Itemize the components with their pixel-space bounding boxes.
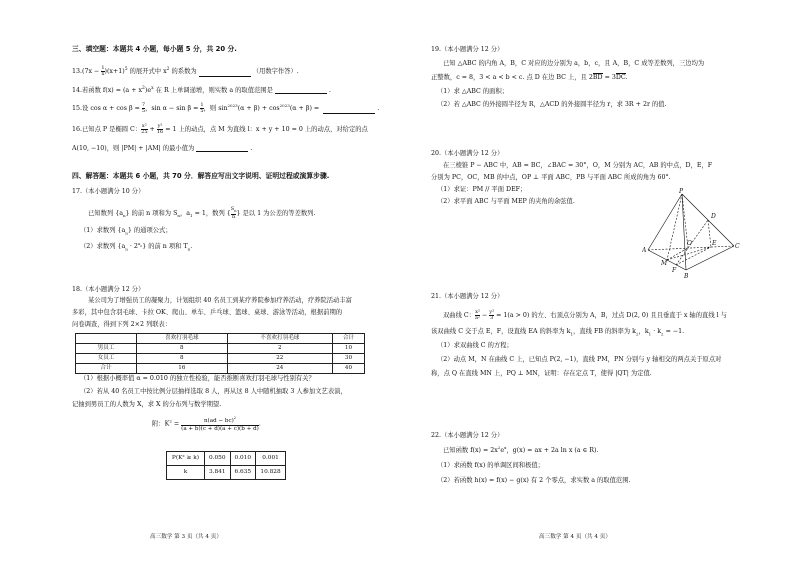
question-22-part-1: （1）求函数 f(x) 的单调区间和极值； xyxy=(437,462,544,469)
section-3-title: 三、填空题：本题共 4 小题，每小题 5 分，共 20 分. xyxy=(72,45,237,53)
question-21-para-2: 该双曲线 C 交于点 E，F，设直线 EA 的斜率为 $k_1$，直线 FB 的斜率为 $k_2$，$k_1 \cdot k_2 = -1$. xyxy=(431,328,685,337)
label-e: E xyxy=(712,240,717,247)
question-18-heading: 18.（本小题满分 12 分） xyxy=(72,286,145,293)
table-cell: 3.841 xyxy=(204,466,230,480)
answer-blank-15[interactable] xyxy=(323,107,375,114)
label-b: B xyxy=(684,273,689,280)
table-cell: 22 xyxy=(227,354,332,364)
table-cell: 0.010 xyxy=(230,452,256,466)
question-20-part-1: （1）求证：PM // 平面 DEF； xyxy=(437,186,527,193)
question-20-para-2: 分别为 PC，OC，MB 的中点，OP ⊥ 平面 ABC，PB 与平面 ABC 所成的角为 60°. xyxy=(431,174,671,181)
table-cell: 8 xyxy=(137,354,228,364)
answer-blank-13[interactable] xyxy=(199,70,251,77)
table-cell: 10 xyxy=(332,344,364,354)
label-f: F xyxy=(672,267,677,274)
critical-value-table xyxy=(166,451,286,480)
question-22-para-1: 已知函数 $f(x) = 2x^2e^x$，g(x) = ax + 2a ln x (a ∈ R). xyxy=(443,445,599,455)
table-cell: 24 xyxy=(227,364,332,374)
label-a: A xyxy=(642,247,647,254)
table-cell: 2 xyxy=(227,344,332,354)
table-cell: k xyxy=(167,466,205,480)
table-cell: P(K² ≥ k) xyxy=(167,452,205,466)
question-21-part-1: （1）求双曲线 C 的方程； xyxy=(437,342,513,349)
table-cell: 8 xyxy=(137,344,228,354)
table-cell: 合计 xyxy=(76,364,137,374)
answer-blank-16[interactable] xyxy=(196,145,248,152)
table-cell: 6.635 xyxy=(230,466,256,480)
table-header-cell: 喜欢打羽毛球 xyxy=(137,334,228,344)
table-cell: 10.828 xyxy=(256,466,286,480)
question-17-stem: 已知数列 $\{a_n\}$ 的前 n 项和为 $S_n$，$a_1 = 1$，数列 { $\frac{S_n}{n}$ } 是以 1 为公差的等差数列. xyxy=(88,206,316,220)
edge-pa xyxy=(648,194,682,250)
question-21-part-2-line-1: （2）动点 M，N 在曲线 C 上，已知点 P(2, −1)，直线 PM，PN 分别与 y 轴相交的两点关于原点对 xyxy=(437,356,722,363)
question-21-heading: 21.（本小题满分 12 分） xyxy=(431,293,504,300)
question-19-para-1: 已知 △ABC 的内角 A，B，C 对应的边分别为 a，b，c，且 A，B，C 成等差数列，三边均为 xyxy=(443,60,705,67)
question-17-part-1: （1）求数列 $\{a_n\}$ 的通项公式； xyxy=(80,227,172,236)
table-row xyxy=(76,364,365,374)
question-20-heading: 20.（本小题满分 12 分） xyxy=(431,150,504,157)
table-cell: 16 xyxy=(137,364,228,374)
label-p: P xyxy=(679,188,684,195)
segment-de xyxy=(708,220,711,247)
question-19-part-2: （2）若 △ABC 的外接圆半径为 R，△ACD 的外接圆半径为 r，求 3R + 2r 的值. xyxy=(437,101,667,108)
question-14: 14.若函数 $f(x) = (a + x^2)e^x$ 在 R 上单调递增，则实数 a 的取值范围是 . xyxy=(72,86,331,95)
question-20-para-1: 在三棱锥 P − ABC 中，AB = BC，∠BAC = 30°，O，M 分别为 AC，AB 的中点，D，E，F xyxy=(443,162,713,169)
table-header-row xyxy=(76,334,365,344)
answer-blank-14[interactable] xyxy=(275,87,327,94)
table-row xyxy=(76,344,365,354)
question-17-heading: 17.（本小题满分 10 分） xyxy=(72,188,145,195)
question-18-part-1: （1）根据小概率值 α = 0.010 的独立性检验，能否推断喜欢打羽毛球与性别有关？ xyxy=(80,375,315,382)
question-13: 13.(7x − $\frac{1}{x}$ )$(x+1)^5$ 的展开式中 $x^2$ 的系数为 （用数字作答）. xyxy=(72,65,299,77)
question-22-part-2: （2）若函数 h(x) = f(x) − g(x) 有 2 个零点，求实数 a 的取值范围. xyxy=(437,477,631,484)
table-cell: 女员工 xyxy=(76,354,137,364)
question-17-part-2: （2）求数列 $\{a_n \cdot 2^{a_n}\}$ 的前 n 项和 $T_n$. xyxy=(80,241,193,252)
table-cell: 0.050 xyxy=(204,452,230,466)
question-22-heading: 22.（本小题满分 12 分） xyxy=(431,432,504,439)
table-cell: 男员工 xyxy=(76,344,137,354)
label-c: C xyxy=(735,243,740,250)
table-header-cell xyxy=(76,334,137,344)
section-4-title: 四、解答题：本题共 6 小题，共 70 分．解答应写出文字说明、证明过程或演算步骤. xyxy=(72,172,330,180)
question-19-part-1: （1）求 △ABC 的面积； xyxy=(437,88,509,95)
pyramid-figure xyxy=(642,188,742,280)
question-19-para-2: 正整数，c = 8，3 < a < b < c. 点 D 在边 BC 上，且 2BD = 3DC. xyxy=(431,74,628,81)
question-18-part-2-line-2: 记抽到男员工的人数为 X，求 X 的分布列与数学期望. xyxy=(72,401,222,408)
question-19-heading: 19.（本小题满分 12 分） xyxy=(431,46,504,53)
question-18-para-2: 多彩，其中包含羽毛球、卡拉 OK、爬山、单车、乒乓球、篮球、桌球、游泳等活动，根据前期的 xyxy=(72,309,343,316)
table-row xyxy=(167,466,286,480)
segment-pm xyxy=(667,194,682,260)
question-21-para-1: 双曲线 C： $\frac{\text{x²}}{\text{a²}}$ − $\frac{\text{y²}}{3}$ = 1(a > 0) 的左、右顶点分别为 A，B，过点 D(2, 0) 且且垂直于 x 轴的直线 l 与 xyxy=(443,309,727,321)
contingency-table xyxy=(75,333,365,374)
edge-pc xyxy=(682,194,734,246)
table-header-cell: 合计 xyxy=(332,334,364,344)
question-20-part-2: （2）求平面 ABC 与平面 MEP 的夹角的余弦值. xyxy=(437,198,575,205)
page-footer-left: 高三数学 第 3 页（共 4 页） xyxy=(150,534,222,540)
label-m: M xyxy=(661,260,668,267)
chi-square-formula: 附：$K^2$ = $\frac{n(ad - bc)^2}{(a + b)(c + d)(a + c)(b + d)}$ . xyxy=(152,416,261,432)
question-15: 15.设 cos α + cos β = $\frac{7}{5}$ ，sin α − sin β = $\frac{1}{5}$ ，则 $\sin^{2023}(\alpha + \beta) + \cos^{2023}(\alpha + \beta)$ = . xyxy=(72,102,380,114)
right-page xyxy=(397,0,794,561)
table-header-cell: 不喜欢打羽毛球 xyxy=(227,334,332,344)
edge-pb xyxy=(682,194,686,270)
page-footer-right: 高三数学 第 4 页（共 4 页） xyxy=(539,534,611,540)
segment-fd xyxy=(676,220,708,265)
question-18-para-1: 某公司为了增强员工的凝聚力，计划组织 40 名员工到某疗养院参加疗养活动，疗养院活动丰富 xyxy=(88,297,352,304)
label-o: O xyxy=(687,240,692,247)
question-16-line-2: A(10, −10)，则 |PM| + |AM| 的最小值为 . xyxy=(72,145,253,152)
table-cell: 0.001 xyxy=(256,452,286,466)
table-row xyxy=(167,452,286,466)
label-d: D xyxy=(711,213,716,220)
table-row xyxy=(76,354,365,364)
table-cell: 30 xyxy=(332,354,364,364)
question-18-para-3: 问卷调查，得到下列 2×2 列联表： xyxy=(72,321,172,328)
edge-bc xyxy=(686,246,734,270)
table-cell: 40 xyxy=(332,364,364,374)
question-18-part-2-line-1: （2）若从 40 名员工中按比例分层抽样选取 8 人，再从这 8 人中随机抽取 3 人参加文艺表演， xyxy=(80,388,347,395)
question-21-part-2-line-2: 称，点 Q 在直线 MN 上，PQ ⊥ MN，证明：存在定点 T，使得 |QT| 为定值. xyxy=(431,370,652,377)
question-16-line-1: 16.已知点 P 是椭圆 C： $\frac{\text{x²}}{25}$ + $\frac{\text{y²}}{16}$ = 1 上的动点，点 M 为直线 l：x + y + 10 = 0 上的动点，对给定的点 xyxy=(72,123,368,135)
